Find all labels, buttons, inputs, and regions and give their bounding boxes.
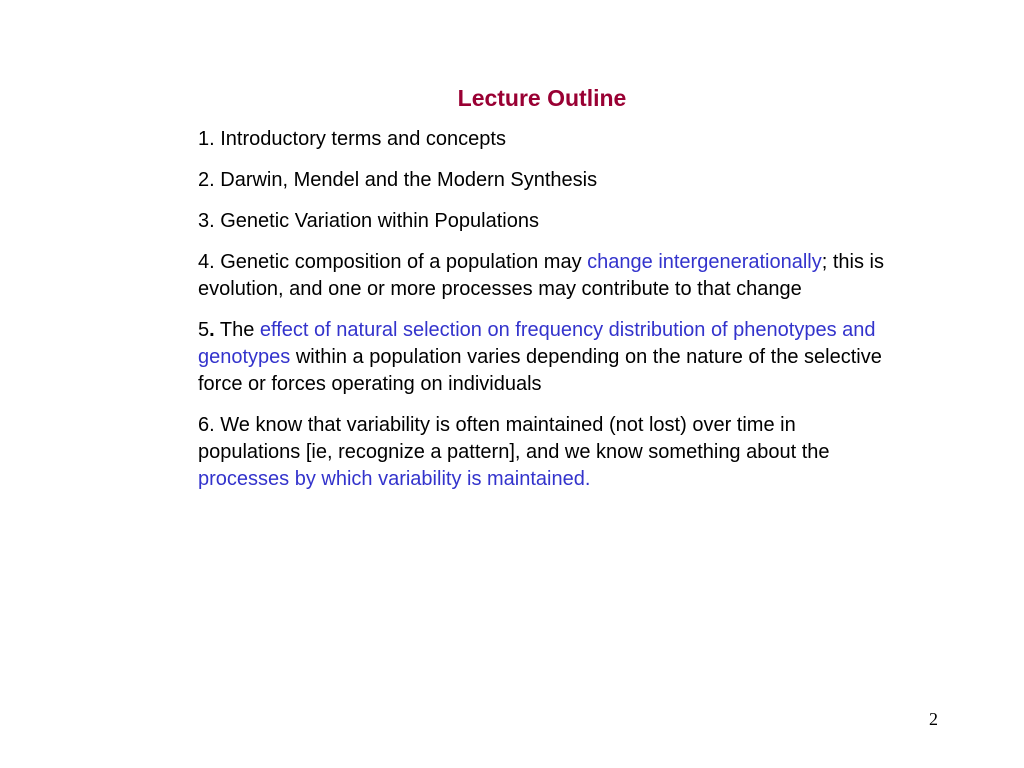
outline-list (198, 126, 888, 507)
outline-item-6 (198, 412, 888, 493)
item-highlight: processes by which variability is maintained. (198, 468, 591, 490)
item-number: 1. (198, 128, 215, 150)
item-highlight: effect of natural selection on frequency distribution of phenotypes and genotypes (198, 319, 876, 368)
item-number: 4. (198, 251, 215, 273)
item-text: Introductory terms and concepts (220, 128, 506, 150)
outline-item-3 (198, 208, 888, 235)
item-highlight: change intergenerationally (587, 251, 822, 273)
outline-item-1 (198, 126, 888, 153)
item-number: 3. (198, 210, 215, 232)
item-text-pre: We know that variability is often maintained (not lost) over time in populations [ie, recognize a pattern], and we know something about the (198, 414, 830, 463)
outline-item-5 (198, 317, 888, 398)
page-number: 2 (929, 709, 938, 729)
item-number: 5 (198, 319, 210, 341)
item-number: 2. (198, 169, 215, 191)
slide-title: Lecture Outline (457, 85, 627, 111)
item-text: Genetic Variation within Populations (220, 210, 539, 232)
item-text-post: ; this is evolution, and one or more processes may contribute to that change (198, 251, 884, 300)
outline-item-4 (198, 249, 888, 303)
outline-item-2 (198, 167, 888, 194)
item-text: Darwin, Mendel and the Modern Synthesis (220, 169, 598, 191)
item-text-pre: The (219, 319, 255, 341)
item-text-pre: Genetic composition of a population may (220, 251, 582, 273)
item-number: 6. (198, 414, 215, 436)
item-number-dot: . (209, 319, 215, 341)
item-text-post: within a population varies depending on the nature of the selective force or forces operating on individuals (198, 346, 882, 395)
